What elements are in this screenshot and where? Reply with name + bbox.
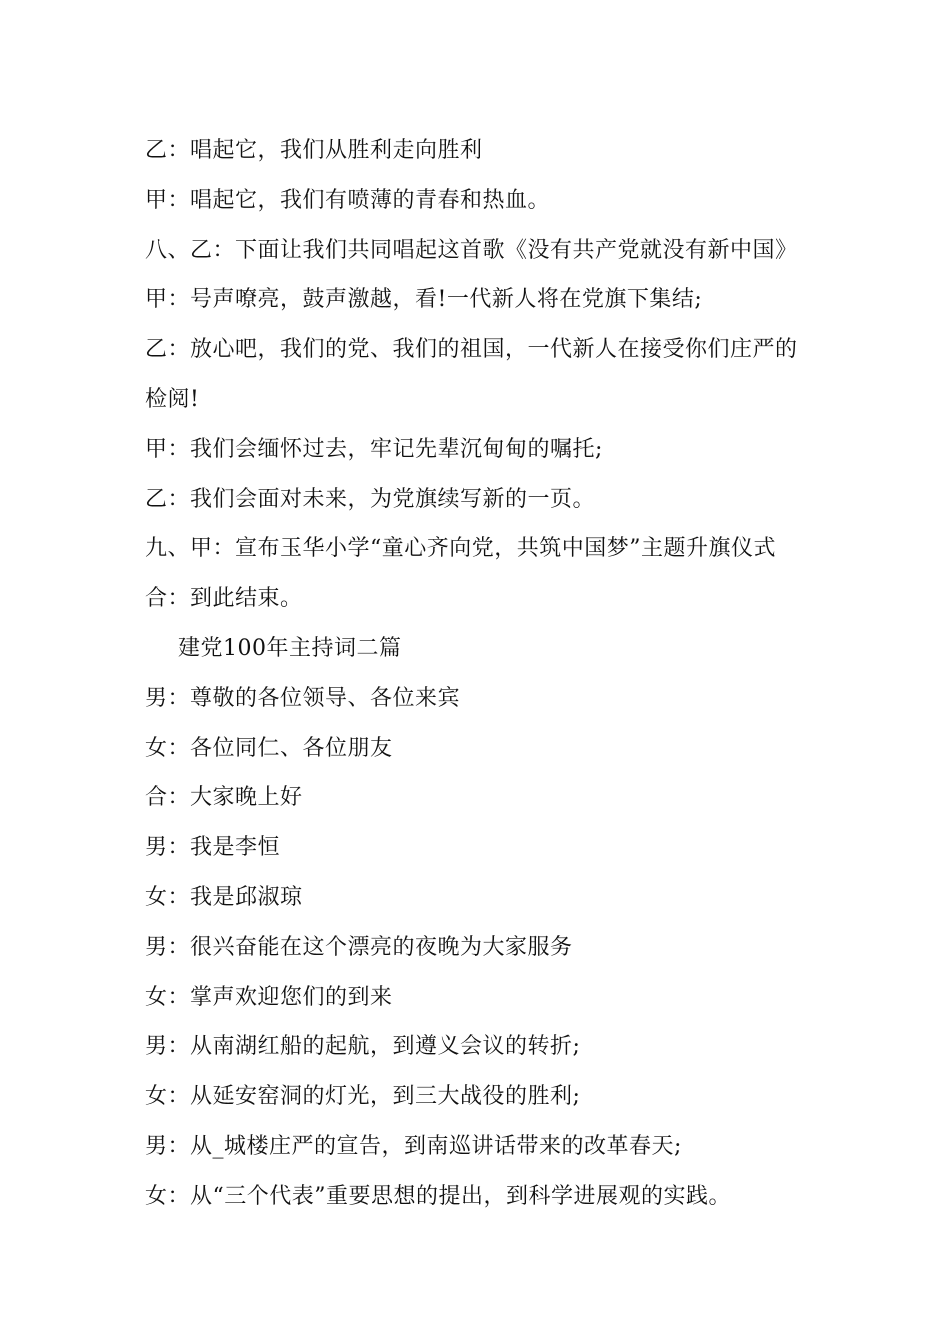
- text-line: 合：到此结束。: [145, 586, 303, 612]
- text-line: 乙：我们会面对未来，为党旗续写新的一页。: [145, 486, 596, 512]
- text-line: 女：我是邱淑琼: [145, 884, 303, 910]
- text-line: 男：尊敬的各位领导、各位来宾: [145, 685, 461, 711]
- text-line: 女：从延安窑洞的灯光，到三大战役的胜利;: [145, 1084, 581, 1110]
- text-line: 甲：号声嘹亮，鼓声激越，看!一代新人将在党旗下集结;: [145, 287, 703, 313]
- text-line: 检阅!: [145, 386, 200, 412]
- text-line: 女：从“三个代表”重要思想的提出，到科学进展观的实践。: [145, 1183, 731, 1209]
- text-line: 九、甲：宣布玉华小学“童心齐向党，共筑中国梦”主题升旗仪式: [145, 536, 776, 562]
- text-line: 男：从_城楼庄严的宣告，到南巡讲话带来的改革春天;: [145, 1133, 682, 1159]
- section-heading: 建党100年主持词二篇: [178, 635, 402, 661]
- text-line: 甲：唱起它，我们有喷薄的青春和热血。: [145, 187, 551, 213]
- text-line: 男：我是李恒: [145, 835, 281, 861]
- text-line: 合：大家晚上好: [145, 785, 303, 811]
- text-line: 男：很兴奋能在这个漂亮的夜晚为大家服务: [145, 934, 573, 960]
- text-line: 男：从南湖红船的起航，到遵义会议的转折;: [145, 1034, 581, 1060]
- text-line: 乙：唱起它，我们从胜利走向胜利: [145, 138, 483, 163]
- document-body: [145, 126, 835, 1222]
- text-line: 乙：放心吧，我们的党、我们的祖国，一代新人在接受你们庄严的: [145, 337, 798, 363]
- text-line: 女：各位同仁、各位朋友: [145, 735, 393, 761]
- text-line: 八、乙：下面让我们共同唱起这首歌《没有共产党就没有新中国》: [145, 237, 798, 263]
- text-line: 女：掌声欢迎您们的到来: [145, 984, 393, 1010]
- text-line: 甲：我们会缅怀过去，牢记先辈沉甸甸的嘱托;: [145, 436, 603, 462]
